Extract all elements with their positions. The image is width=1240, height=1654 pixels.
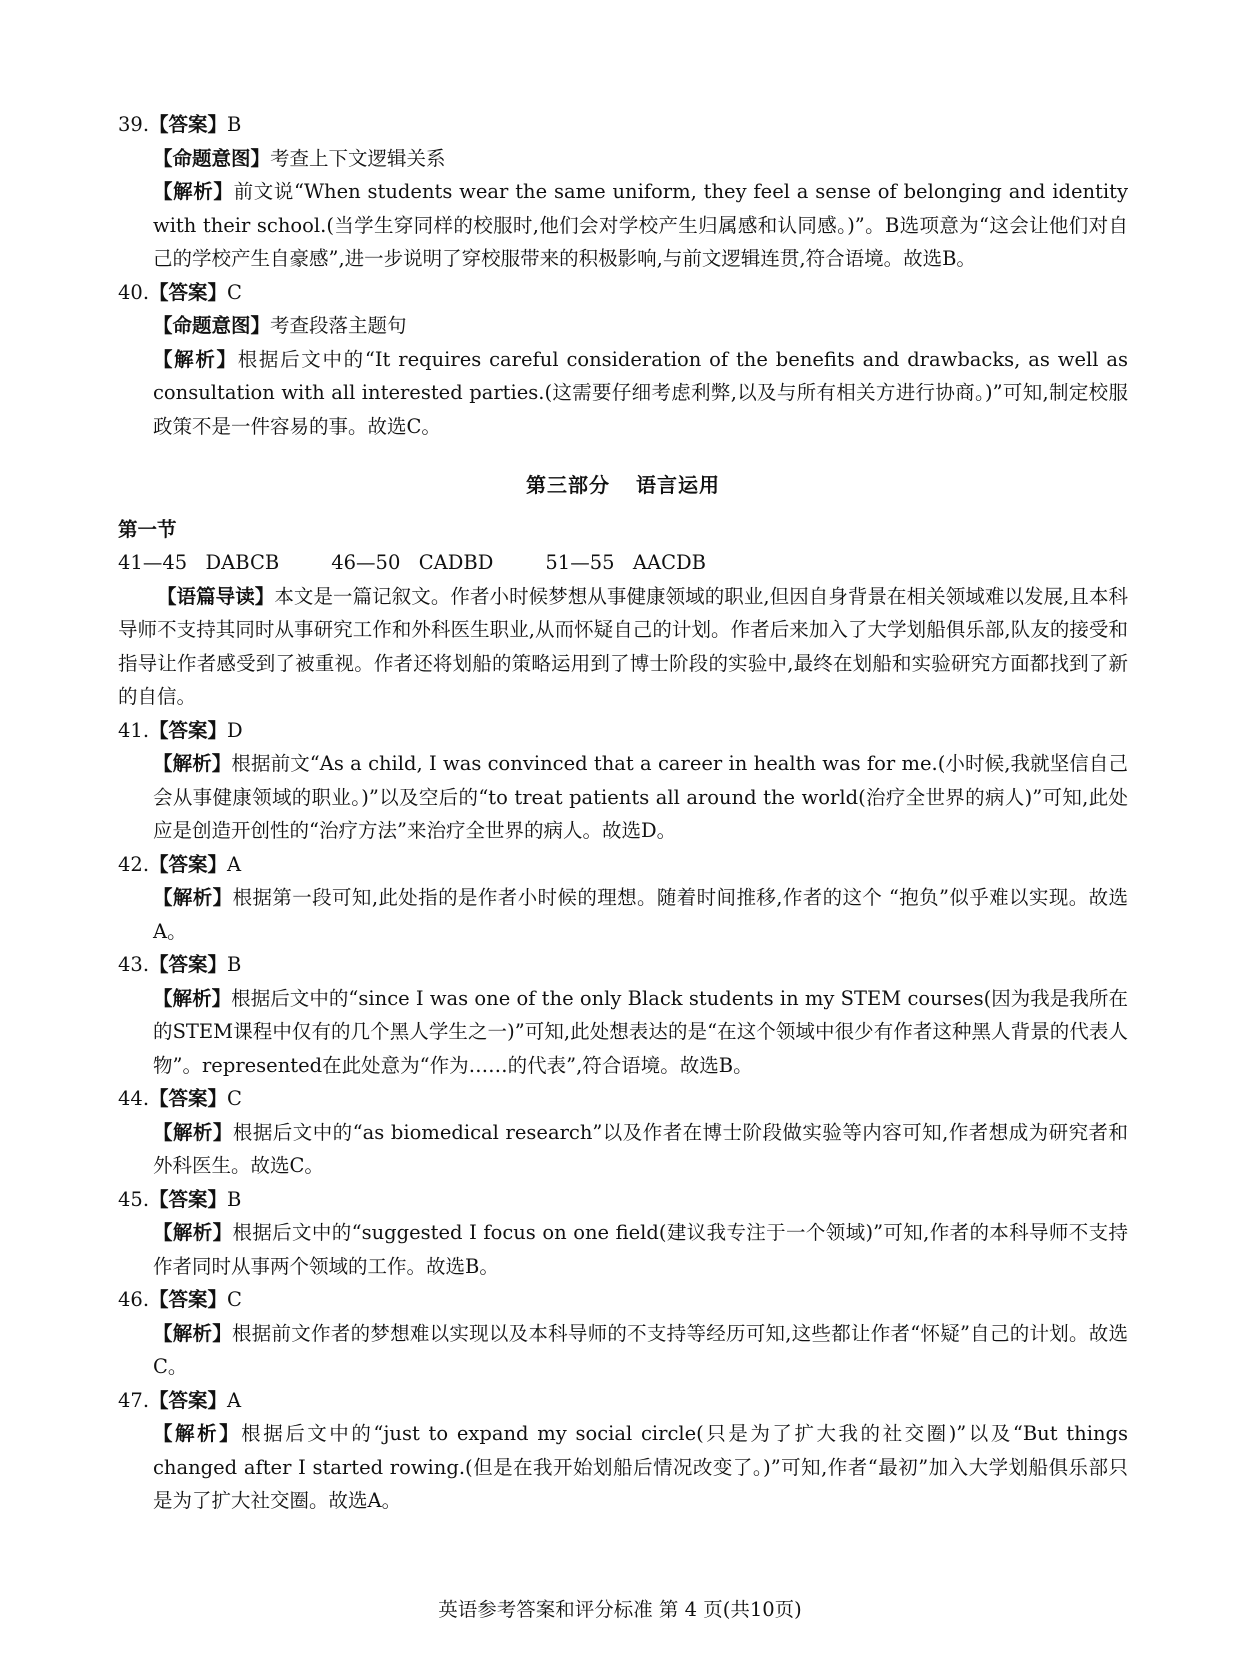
analysis-text: 根据后文中的“as biomedical research”以及作者在博士阶段做实验等内容可知,作者想成为研究者和外科医生。故选C。	[153, 1120, 1128, 1177]
intent-text: 考查上下文逻辑关系	[270, 146, 446, 170]
page-footer: 英语参考答案和评分标准 第 4 页(共10页)	[438, 1598, 802, 1621]
analysis-label: 【解析】	[153, 986, 232, 1010]
answer-value: C	[227, 280, 242, 304]
question-item	[118, 108, 1128, 276]
analysis-text: 根据后文中的“since I was one of the only Black students in my STEM courses(因为我是我所在的STEM课程中仅有的几个黑人学生之一)”可知,此处想表达的是“在这个领域中很少有作者这种黑人背景的代表人物”。represented在此处意为“作为……的代表”,符合语境。故选B。	[153, 986, 1128, 1077]
answer-label: 【答案】	[149, 852, 228, 876]
intro-label: 【语篇导读】	[157, 584, 275, 608]
analysis-label: 【解析】	[153, 1321, 233, 1345]
answer-range: 51—55	[545, 551, 615, 574]
analysis-text: 根据后文中的“just to expand my social circle(只是为了扩大我的社交圈)”以及“But things changed after I started rowing.(但是在我开始划船后情况改变了。)”可知,作者“最初”加入大学划船俱乐部只是为了扩大社交圈。故选A。	[153, 1422, 1128, 1512]
answer-group	[331, 551, 493, 574]
analysis-text: 根据后文中的“suggested I focus on one field(建议我专注于一个领域)”可知,作者的本科导师不支持作者同时从事两个领域的工作。故选B。	[153, 1221, 1128, 1278]
analysis-text: 前文说“When students wear the same uniform, they feel a sense of belonging and identity with their school.(当学生穿同样的校服时,他们会对学校产生归属感和认同感。)”。B选项意为“这会让他们对自己的学校产生自豪感”,进一步说明了穿校服带来的积极影响,与前文逻辑连贯,符合语境。故选B。	[153, 180, 1128, 270]
answer-label: 【答案】	[149, 1087, 228, 1110]
answer-value: A	[227, 1388, 242, 1412]
section-title	[118, 469, 1128, 503]
answer-group	[545, 551, 706, 574]
answer-label: 【答案】	[149, 1187, 228, 1211]
page-content	[118, 108, 1128, 1518]
analysis-label: 【解析】	[153, 752, 232, 775]
question-item	[118, 948, 1128, 1082]
answer-label: 【答案】	[149, 1388, 228, 1412]
analysis-label: 【解析】	[153, 1422, 242, 1445]
question-item	[118, 1183, 1128, 1284]
analysis-text: 根据前文作者的梦想难以实现以及本科导师的不支持等经历可知,这些都让作者“怀疑”自己的计划。故选C。	[153, 1321, 1128, 1378]
intent-text: 考查段落主题句	[270, 314, 407, 337]
analysis-text: 根据前文“As a child, I was convinced that a career in health was for me.(小时候,我就坚信自己会从事健康领域的职业。)”以及空后的“to treat patients all around the world(治疗全世界的病人)”可知,此处应是创造开创性的“治疗方法”来治疗全世界的病人。故选D。	[153, 752, 1128, 842]
question-number: 41.	[118, 718, 150, 742]
answer-range: 41—45	[118, 551, 188, 574]
section-name: 语言运用	[636, 473, 720, 497]
analysis-text: 根据第一段可知,此处指的是作者小时候的理想。随着时间推移,作者的这个 “抱负”似乎难以实现。故选A。	[153, 886, 1128, 943]
question-item	[118, 1283, 1128, 1384]
answer-label: 【答案】	[149, 718, 228, 742]
answer-label: 【答案】	[149, 953, 228, 976]
analysis-label: 【解析】	[153, 1221, 233, 1244]
answer-label: 【答案】	[149, 280, 228, 304]
analysis-text: 根据后文中的“It requires careful consideration of the benefits and drawbacks, as well as consultation with all interested parties.(这需要仔细考虑利弊,以及与所有相关方进行协商。)”可知,制定校服政策不是一件容易的事。故选C。	[153, 347, 1128, 438]
answer-letters: DABCB	[205, 551, 280, 574]
question-number: 45.	[118, 1187, 150, 1211]
analysis-label: 【解析】	[153, 180, 234, 203]
question-number: 39.	[118, 113, 150, 136]
answer-value: D	[227, 718, 243, 742]
answer-value: C	[227, 1087, 242, 1110]
answer-label: 【答案】	[149, 1288, 228, 1311]
question-number: 47.	[118, 1388, 150, 1412]
question-number: 43.	[118, 953, 150, 976]
answer-letters: CADBD	[418, 551, 494, 574]
question-item	[118, 1082, 1128, 1183]
answer-value: B	[227, 1187, 242, 1211]
answer-value: B	[227, 113, 242, 136]
answer-letters: AACDB	[632, 551, 706, 574]
subsection-title: 第一节	[118, 517, 177, 541]
question-number: 46.	[118, 1288, 150, 1311]
intent-label: 【命题意图】	[153, 314, 271, 337]
passage-intro	[118, 580, 1128, 714]
analysis-label: 【解析】	[153, 1120, 233, 1144]
answer-value: C	[227, 1288, 242, 1311]
question-item	[118, 276, 1128, 444]
answer-range: 46—50	[331, 551, 401, 574]
question-number: 40.	[118, 280, 150, 304]
question-item	[118, 848, 1128, 949]
analysis-label: 【解析】	[153, 886, 233, 909]
answer-key-line	[118, 546, 1128, 580]
question-item	[118, 1384, 1128, 1518]
section-part: 第三部分	[526, 473, 610, 497]
answer-label: 【答案】	[149, 113, 228, 136]
intro-text: 本文是一篇记叙文。作者小时候梦想从事健康领域的职业,但因自身背景在相关领域难以发展,且本科导师不支持其同时从事研究工作和外科医生职业,从而怀疑自己的计划。作者后来加入了大学划船俱乐部,队友的接受和指导让作者感受到了被重视。作者还将划船的策略运用到了博士阶段的实验中,最终在划船和实验研究方面都找到了新的自信。	[118, 584, 1128, 708]
answer-value: B	[227, 953, 242, 976]
answer-group	[118, 551, 279, 574]
question-item	[118, 714, 1128, 848]
question-number: 42.	[118, 852, 150, 876]
intent-label: 【命题意图】	[153, 146, 271, 170]
analysis-label: 【解析】	[153, 347, 238, 371]
answer-value: A	[227, 852, 242, 876]
question-number: 44.	[118, 1087, 150, 1110]
